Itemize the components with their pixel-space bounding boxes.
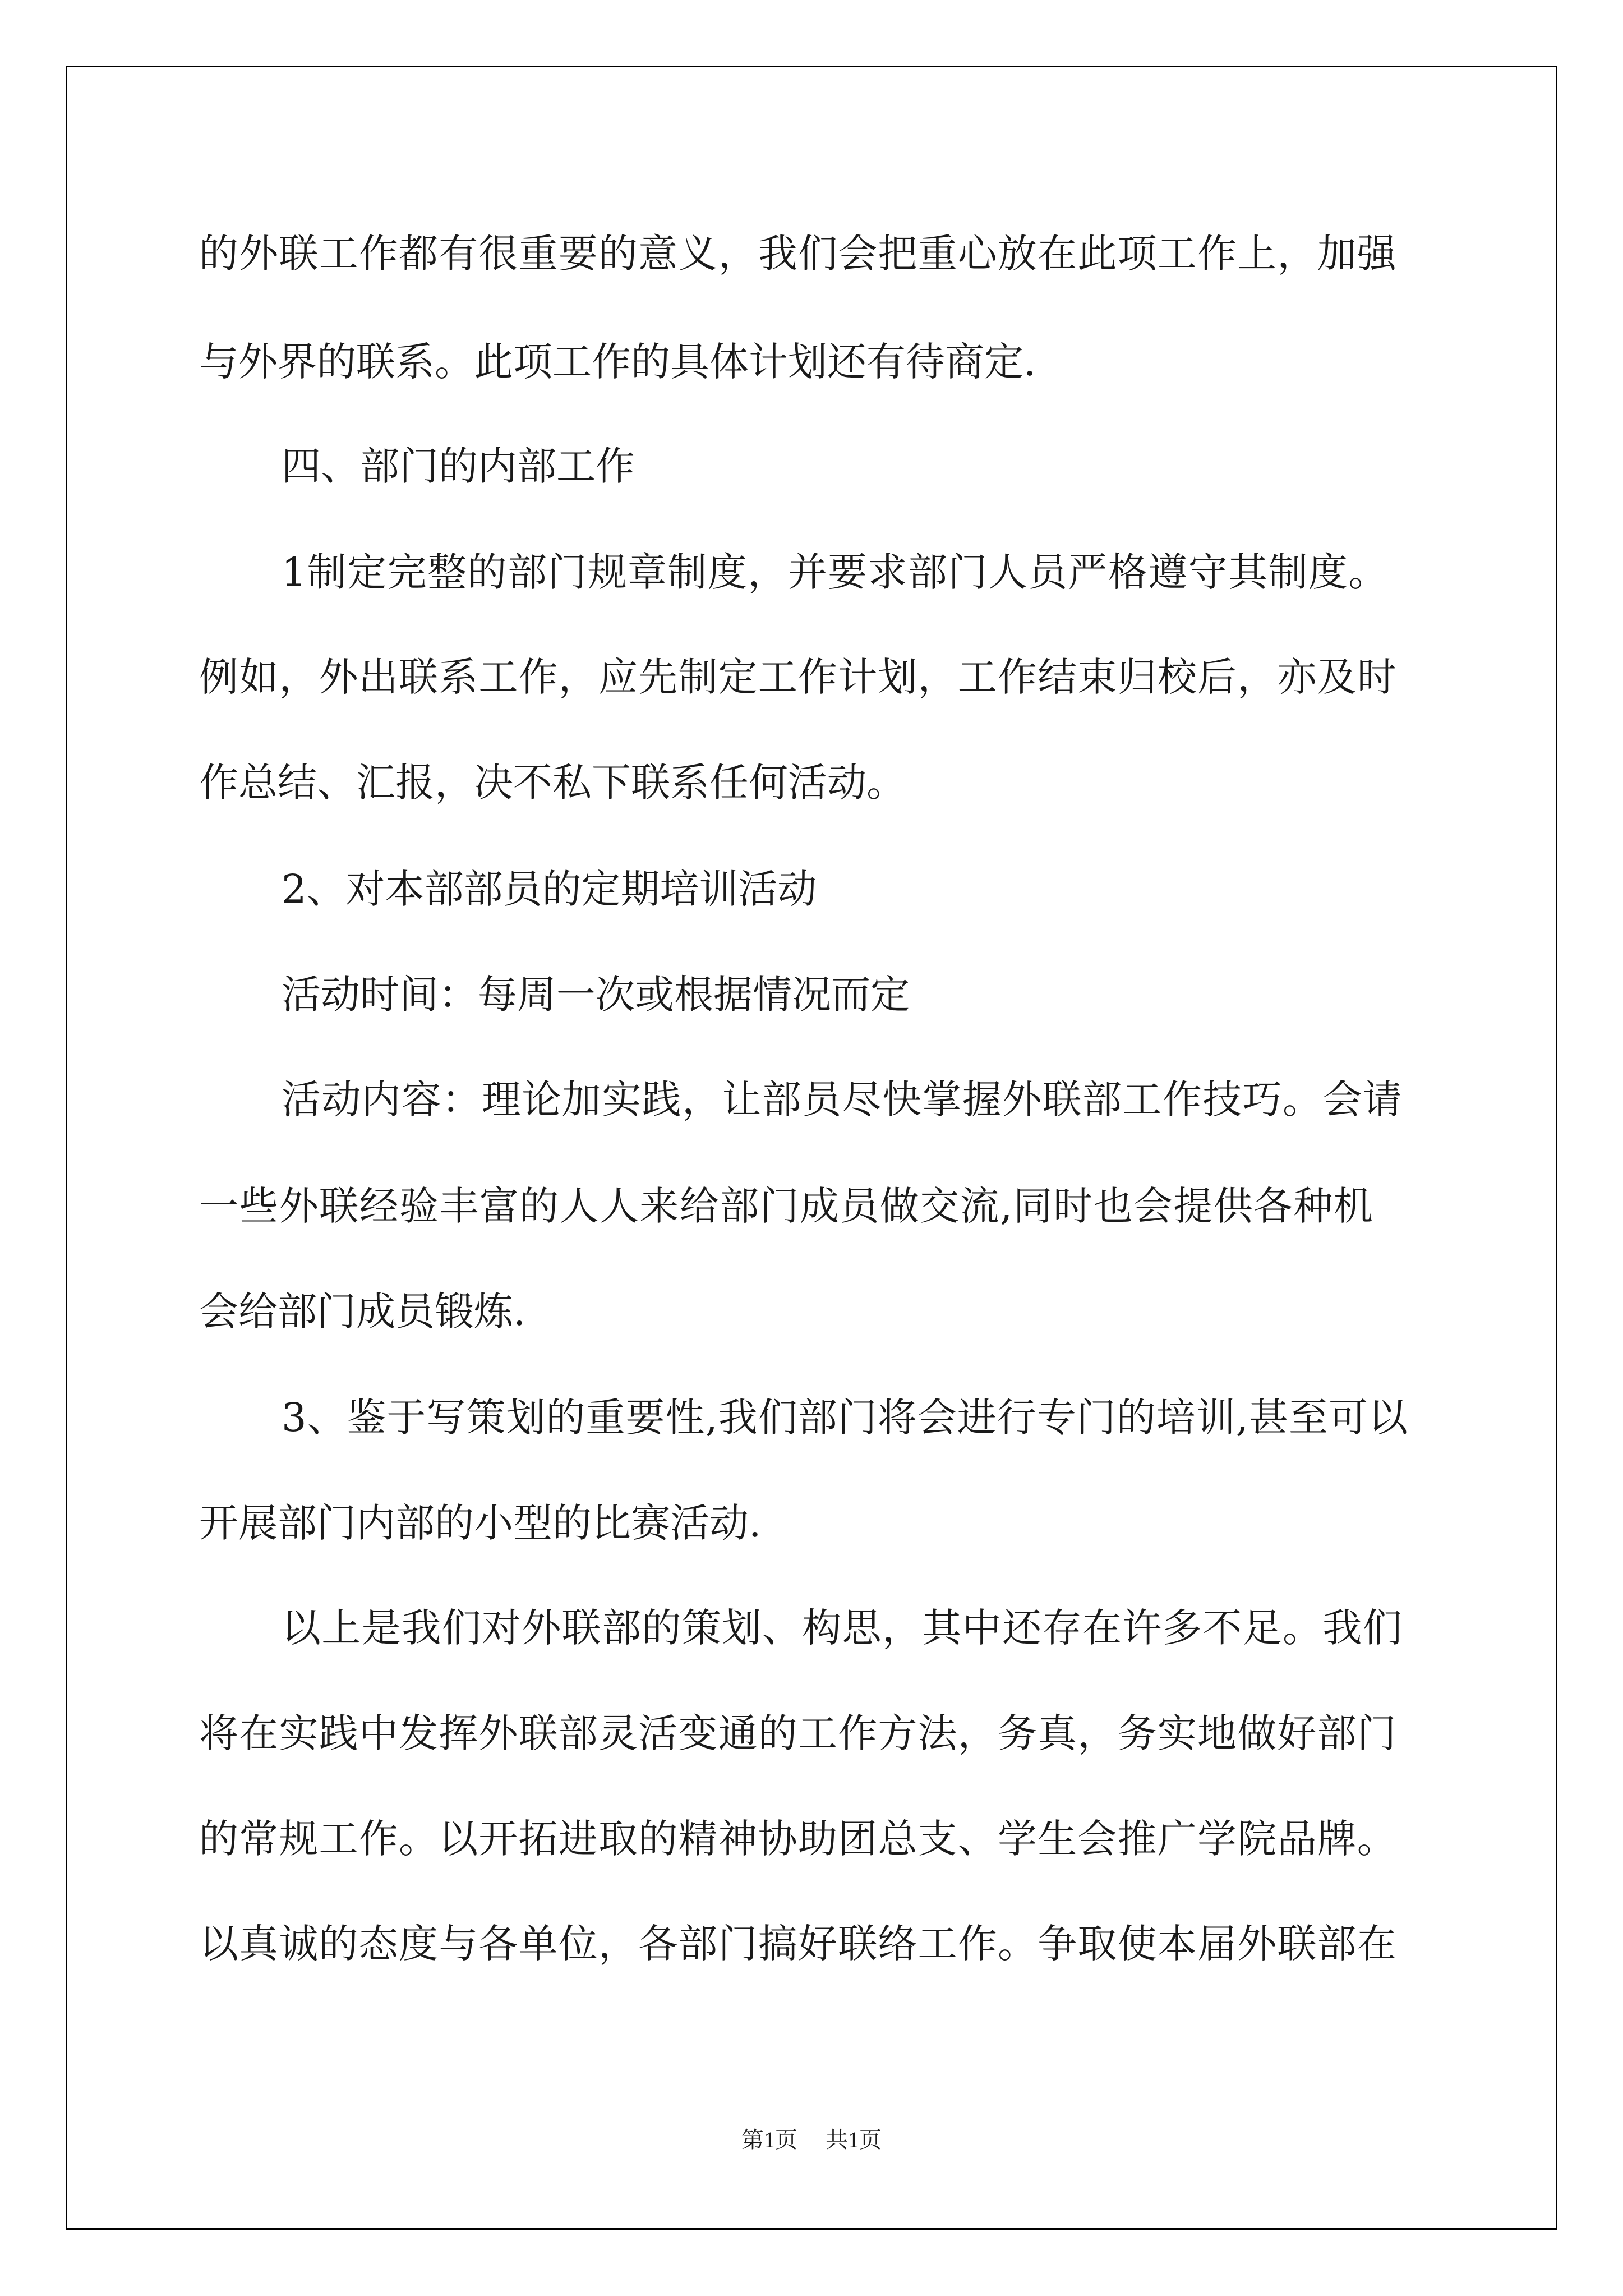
page-border bbox=[66, 66, 1557, 2230]
section-heading: 四、部门的内部工作 bbox=[282, 443, 635, 489]
paragraph-line: 会给部门成员锻炼. bbox=[199, 1289, 526, 1335]
paragraph-line: 3、鉴于写策划的重要性,我们部门将会进行专门的培训,甚至可以 bbox=[282, 1395, 1409, 1441]
paragraph-line: 2、对本部部员的定期培训活动 bbox=[282, 866, 817, 912]
page-total: 共1页 bbox=[826, 2127, 882, 2152]
paragraph-line: 1制定完整的部门规章制度，并要求部门人员严格遵守其制度。 bbox=[282, 549, 1389, 595]
paragraph-line: 与外界的联系。此项工作的具体计划还有待商定. bbox=[199, 339, 1036, 385]
paragraph-line: 活动时间：每周一次或根据情况而定 bbox=[282, 972, 910, 1018]
paragraph-line: 以真诚的态度与各单位，各部门搞好联络工作。争取使本届外联部在 bbox=[199, 1921, 1397, 1967]
paragraph-line: 活动内容：理论加实践，让部员尽快掌握外联部工作技巧。会请 bbox=[282, 1076, 1403, 1122]
page-number: 第1页 bbox=[741, 2127, 797, 2152]
paragraph-line: 例如，外出联系工作，应先制定工作计划，工作结束归校后，亦及时 bbox=[199, 654, 1397, 700]
paragraph-line: 开展部门内部的小型的比赛活动. bbox=[199, 1500, 762, 1546]
page-footer bbox=[0, 2126, 1623, 2154]
paragraph-line: 的常规工作。以开拓进取的精神协助团总支、学生会推广学院品牌。 bbox=[199, 1816, 1397, 1862]
paragraph-line: 作总结、汇报，决不私下联系任何活动。 bbox=[199, 760, 906, 806]
paragraph-line: 一些外联经验丰富的人人来给部门成员做交流,同时也会提供各种机 bbox=[199, 1183, 1374, 1229]
paragraph-line: 将在实践中发挥外联部灵活变通的工作方法，务真，务实地做好部门 bbox=[199, 1710, 1397, 1756]
paragraph-line: 的外联工作都有很重要的意义，我们会把重心放在此项工作上，加强 bbox=[199, 231, 1397, 277]
paragraph-line: 以上是我们对外联部的策划、构思，其中还存在许多不足。我们 bbox=[282, 1605, 1403, 1651]
